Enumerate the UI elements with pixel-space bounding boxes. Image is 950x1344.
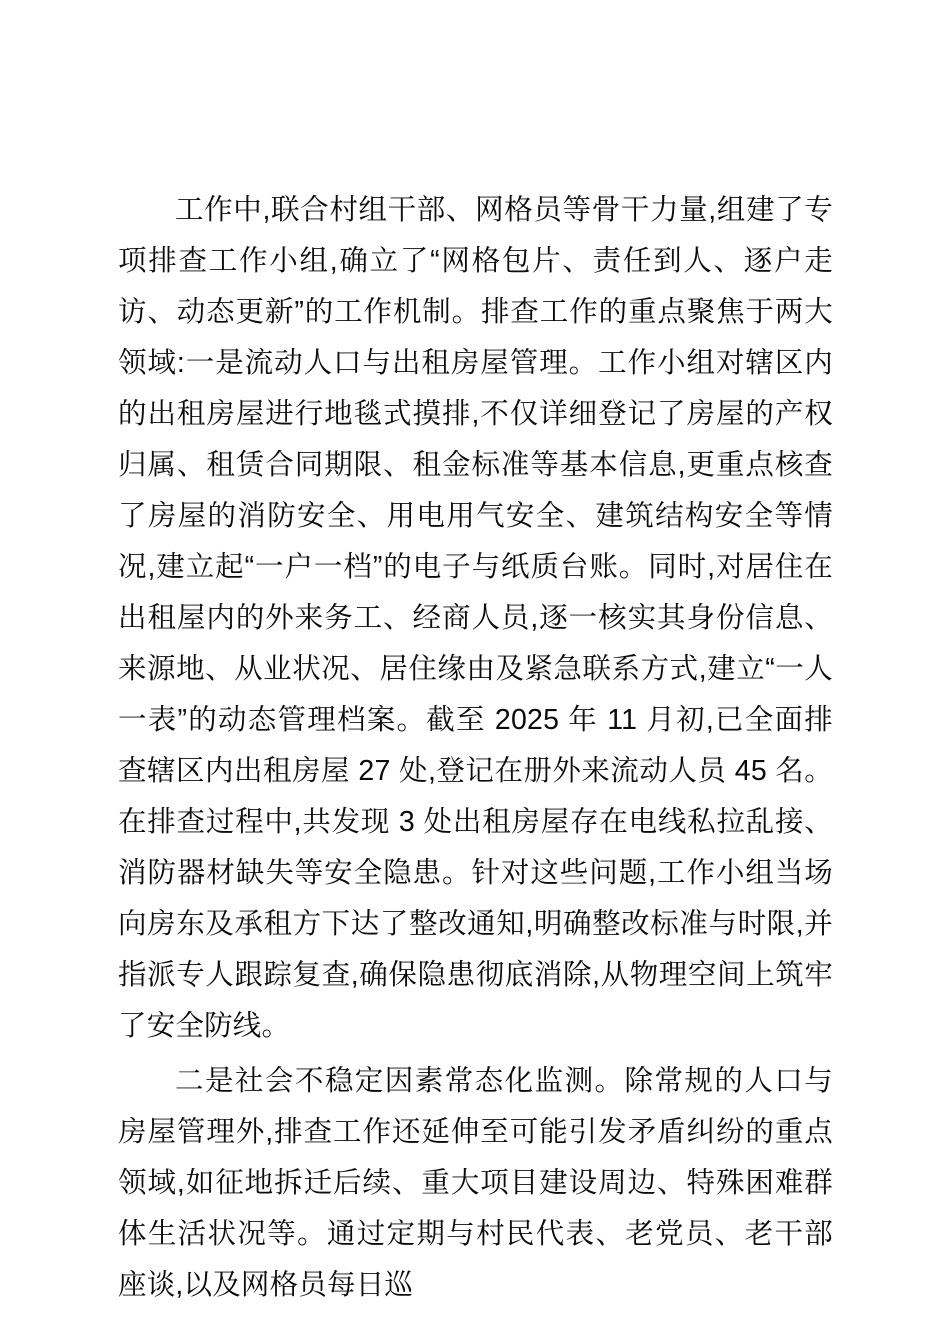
paragraph-1: 工作中,联合村组干部、网格员等骨干力量,组建了专项排查工作小组,确立了“网格包片、责任到人、逐户走访、动态更新”的工作机制。排查工作的重点聚焦于两大领域:一是流动人口与出租房屋管理。工作小组对辖区内的出租房屋进行地毯式摸排,不仅详细登记了房屋的产权归属、租赁合同期限、租金标准等基本信息,更重点核查了房屋的消防安全、用电用气安全、建筑结构安全等情况,建立起“一户一档”的电子与纸质台账。同时,对居住在出租屋内的外来务工、经商人员,逐一核实其身份信息、来源地、从业状况、居住缘由及紧急联系方式,建立“一人一表”的动态管理档案。截至 2025 年 11 月初,已全面排查辖区内出租房屋 27 处,登记在册外来流动人员 45 名。在排查过程中,共发现 3 处出租房屋存在电线私拉乱接、消防器材缺失等安全隐患。针对这些问题,工作小组当场向房东及承租方下达了整改通知,明确整改标准与时限,并指派专人跟踪复查,确保隐患彻底消除,从物理空间上筑牢了安全防线。 xyxy=(118,194,833,1042)
paragraph-2: 二是社会不稳定因素常态化监测。除常规的人口与房屋管理外,排查工作还延伸至可能引发矛盾纠纷的重点领域,如征地拆迁后续、重大项目建设周边、特殊困难群体生活状况等。通过定期与村民代表、老党员、老干部座谈,以及网格员每日巡 xyxy=(118,1065,833,1301)
document-body xyxy=(118,185,833,1311)
